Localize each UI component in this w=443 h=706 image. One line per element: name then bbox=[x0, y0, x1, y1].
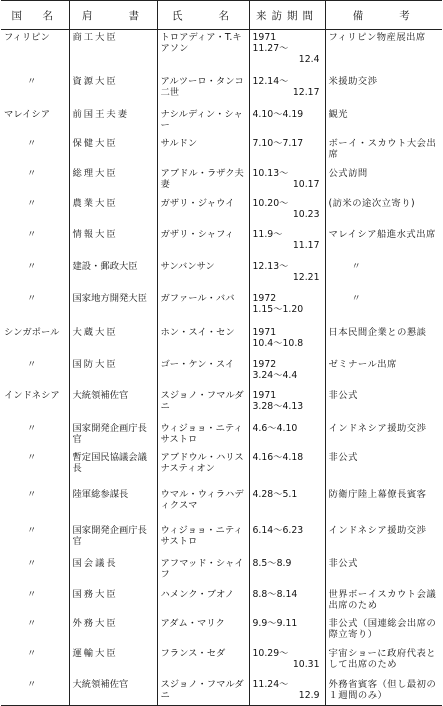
name-cell: トロアディア・T.キアソン bbox=[157, 30, 249, 74]
period-cell bbox=[249, 30, 325, 74]
name-cell: フランス・セダ bbox=[157, 646, 249, 677]
period-cell bbox=[249, 646, 325, 677]
header-remarks: 備 考 bbox=[325, 1, 442, 30]
table-row bbox=[1, 357, 442, 388]
remark-cell: 非公式（国連総会出席の際立寄り） bbox=[325, 616, 442, 646]
period-start: 10.13～ bbox=[252, 167, 289, 179]
remark-cell: フィリピン物産展出席 bbox=[325, 30, 442, 74]
period-start: 4.6～4.10 bbox=[252, 422, 298, 434]
period-end: 10.23 bbox=[292, 208, 320, 220]
remark-cell: ゼミナール出席 bbox=[325, 357, 442, 388]
country-cell: 〃 bbox=[27, 647, 37, 659]
period-start: 1971 11.27～ bbox=[252, 32, 289, 54]
name-cell: ウマル・ウィラハディクスマ bbox=[157, 487, 249, 523]
table-row bbox=[1, 107, 442, 136]
country-cell: インドネシア bbox=[4, 389, 60, 401]
period-cell bbox=[249, 259, 325, 291]
remark-cell: 世界ボーイスカウト会議出席のため bbox=[325, 587, 442, 616]
period-start: 4.10～4.19 bbox=[252, 108, 304, 120]
period-cell bbox=[249, 136, 325, 166]
remark-cell: マレイシア船進水式出席 bbox=[325, 227, 442, 259]
period-end: 12.9 bbox=[298, 689, 320, 701]
period-end: 12.17 bbox=[292, 86, 320, 98]
period-start: 1971 3.28～4.13 bbox=[252, 389, 304, 412]
position-cell: 農業大臣 bbox=[69, 196, 157, 227]
table-row bbox=[1, 259, 442, 291]
period-cell bbox=[249, 196, 325, 227]
table-row bbox=[1, 388, 442, 421]
remark-cell: インドネシア援助交渉 bbox=[325, 523, 442, 556]
country-cell: 〃 bbox=[27, 617, 37, 629]
name-cell: アルツーロ・タンコ二世 bbox=[157, 74, 249, 107]
position-cell: 国防大臣 bbox=[69, 357, 157, 388]
table-row bbox=[1, 291, 442, 325]
remark-cell: ボーイ・スカウト大会出席 bbox=[325, 136, 442, 166]
period-start: 10.29～ bbox=[252, 647, 289, 659]
position-cell: 国家地方開発大臣 bbox=[69, 291, 157, 325]
period-start: 8.5～8.9 bbox=[252, 557, 292, 569]
position-cell: 資源大臣 bbox=[69, 74, 157, 107]
name-cell: ナシルディン・シャー bbox=[157, 107, 249, 136]
country-cell: 〃 bbox=[27, 75, 37, 87]
name-cell: ガファール・ババ bbox=[157, 291, 249, 325]
period-start: 11.24～ bbox=[252, 678, 289, 690]
position-cell: 大蔵大臣 bbox=[69, 325, 157, 357]
country-cell: 〃 bbox=[27, 557, 37, 569]
position-cell: 商工大臣 bbox=[69, 30, 157, 74]
period-cell bbox=[249, 227, 325, 259]
header-name: 氏 名 bbox=[157, 1, 249, 30]
period-cell bbox=[249, 556, 325, 587]
country-cell: 〃 bbox=[27, 292, 37, 304]
remark-cell: 防衛庁陸上幕僚長賓客 bbox=[325, 487, 442, 523]
name-cell: ウィジョョ・ニティサストロ bbox=[157, 523, 249, 556]
table-row bbox=[1, 523, 442, 556]
remark-cell: 公式訪問 bbox=[325, 166, 442, 196]
remark-cell: 非公式 bbox=[325, 388, 442, 421]
country-cell: 〃 bbox=[27, 358, 37, 370]
period-cell bbox=[249, 587, 325, 616]
period-start: 9.9～9.11 bbox=[252, 617, 298, 629]
period-cell bbox=[249, 487, 325, 523]
period-end: 11.17 bbox=[292, 239, 320, 251]
period-cell bbox=[249, 74, 325, 107]
remark-cell: 外務省賓客（但し最初の１週間のみ） bbox=[325, 677, 442, 706]
country-cell: 〃 bbox=[27, 524, 37, 536]
name-cell: アブドル・ラザク夫妻 bbox=[157, 166, 249, 196]
table-row bbox=[1, 227, 442, 259]
period-cell bbox=[249, 450, 325, 487]
remark-cell: 日本民間企業との懇談 bbox=[325, 325, 442, 357]
position-cell: 情報大臣 bbox=[69, 227, 157, 259]
country-cell: シンガポール bbox=[4, 326, 60, 338]
remark-cell: 宇宙ショーに政府代表として出席のため bbox=[325, 646, 442, 677]
country-cell: 〃 bbox=[27, 488, 37, 500]
name-cell: アダム・マリク bbox=[157, 616, 249, 646]
period-cell bbox=[249, 166, 325, 196]
table-row bbox=[1, 616, 442, 646]
table-row bbox=[1, 487, 442, 523]
period-start: 10.20～ bbox=[252, 197, 289, 209]
name-cell: スジョノ・フマルダニ bbox=[157, 677, 249, 706]
position-cell: 外務大臣 bbox=[69, 616, 157, 646]
period-end: 12.21 bbox=[292, 271, 320, 283]
name-cell: ハメンク・ブオノ bbox=[157, 587, 249, 616]
period-cell bbox=[249, 388, 325, 421]
table-row bbox=[1, 30, 442, 74]
country-cell: 〃 bbox=[27, 228, 37, 240]
remark-cell: 米援助交渉 bbox=[325, 74, 442, 107]
period-cell bbox=[249, 357, 325, 388]
name-cell: アフマッド・シャイフ bbox=[157, 556, 249, 587]
country-cell: 〃 bbox=[27, 197, 37, 209]
table-row bbox=[1, 166, 442, 196]
period-cell bbox=[249, 523, 325, 556]
period-cell bbox=[249, 291, 325, 325]
period-end: 10.31 bbox=[292, 658, 320, 670]
period-cell bbox=[249, 677, 325, 706]
period-start: 7.10～7.17 bbox=[252, 137, 304, 149]
table-row bbox=[1, 677, 442, 706]
remark-cell: 観光 bbox=[325, 107, 442, 136]
table-row bbox=[1, 587, 442, 616]
period-end: 10.17 bbox=[292, 178, 320, 190]
period-cell bbox=[249, 421, 325, 450]
period-cell bbox=[249, 325, 325, 357]
period-start: 6.14～6.23 bbox=[252, 524, 304, 536]
country-cell: フィリピン bbox=[4, 32, 50, 43]
table-row bbox=[1, 325, 442, 357]
table-row bbox=[1, 646, 442, 677]
table-row bbox=[1, 556, 442, 587]
period-start: 12.13～ bbox=[252, 260, 289, 272]
period-start: 1971 10.4～10.8 bbox=[252, 326, 304, 349]
position-cell: 国家開発企画庁長官 bbox=[69, 523, 157, 556]
position-cell: 保健大臣 bbox=[69, 136, 157, 166]
country-cell: 〃 bbox=[1, 677, 69, 706]
position-cell: 運輸大臣 bbox=[69, 646, 157, 677]
country-cell: 〃 bbox=[27, 588, 37, 600]
position-cell: 建設・郵政大臣 bbox=[69, 259, 157, 291]
country-cell: 〃 bbox=[27, 260, 37, 272]
table-row bbox=[1, 136, 442, 166]
country-cell: 〃 bbox=[27, 137, 37, 149]
table-header-row bbox=[1, 1, 442, 30]
name-cell: ウィジョョ・ニティサストロ bbox=[157, 421, 249, 450]
position-cell: 国務大臣 bbox=[69, 587, 157, 616]
visits-table bbox=[1, 0, 442, 706]
remark-cell: (訪米の途次立寄り) bbox=[325, 196, 442, 227]
remark-cell: インドネシア援助交渉 bbox=[325, 421, 442, 450]
period-end: 12.4 bbox=[298, 54, 320, 65]
remark-cell: 非公式 bbox=[325, 556, 442, 587]
remark-cell: 〃 bbox=[325, 259, 442, 291]
country-cell: 〃 bbox=[27, 451, 37, 463]
position-cell: 国家開発企画庁長官 bbox=[69, 421, 157, 450]
name-cell: ガザリ・ジャウイ bbox=[157, 196, 249, 227]
position-cell: 国会議長 bbox=[69, 556, 157, 587]
table-row bbox=[1, 421, 442, 450]
name-cell: アブドウル・ハリスナスティオン bbox=[157, 450, 249, 487]
period-cell bbox=[249, 616, 325, 646]
period-cell bbox=[249, 107, 325, 136]
name-cell: スジョノ・フマルダニ bbox=[157, 388, 249, 421]
period-start: 8.8～8.14 bbox=[252, 588, 298, 600]
table-row bbox=[1, 74, 442, 107]
country-cell: 〃 bbox=[27, 422, 37, 434]
country-cell: 〃 bbox=[27, 167, 37, 179]
remark-cell: 〃 bbox=[325, 291, 442, 325]
period-start: 4.16～4.18 bbox=[252, 451, 304, 463]
position-cell: 陸軍総参謀長 bbox=[69, 487, 157, 523]
name-cell: ガザリ・シャフィ bbox=[157, 227, 249, 259]
position-cell: 総理大臣 bbox=[69, 166, 157, 196]
name-cell: ホン・スイ・セン bbox=[157, 325, 249, 357]
table-row bbox=[1, 196, 442, 227]
name-cell: サルドン bbox=[157, 136, 249, 166]
country-cell: マレイシア bbox=[4, 108, 51, 120]
period-start: 11.9～ bbox=[252, 228, 283, 240]
header-country: 国 名 bbox=[1, 1, 69, 30]
remark-cell: 非公式 bbox=[325, 450, 442, 487]
name-cell: サンバンサン bbox=[157, 259, 249, 291]
header-position: 肩 書 bbox=[69, 1, 157, 30]
position-cell: 大統領補佐官 bbox=[69, 677, 157, 706]
period-start: 4.28～5.1 bbox=[252, 488, 298, 500]
table-row bbox=[1, 450, 442, 487]
position-cell: 前国王夫妻 bbox=[69, 107, 157, 136]
period-start: 1972 3.24～4.4 bbox=[252, 358, 298, 381]
position-cell: 暫定国民協議会議長 bbox=[69, 450, 157, 487]
period-start: 12.14～ bbox=[252, 75, 289, 87]
period-start: 1972 1.15～1.20 bbox=[252, 292, 304, 315]
table-body bbox=[1, 30, 442, 706]
name-cell: ゴー・ケン・スイ bbox=[157, 357, 249, 388]
header-period: 来訪期間 bbox=[249, 1, 325, 30]
position-cell: 大統領補佐官 bbox=[69, 388, 157, 421]
